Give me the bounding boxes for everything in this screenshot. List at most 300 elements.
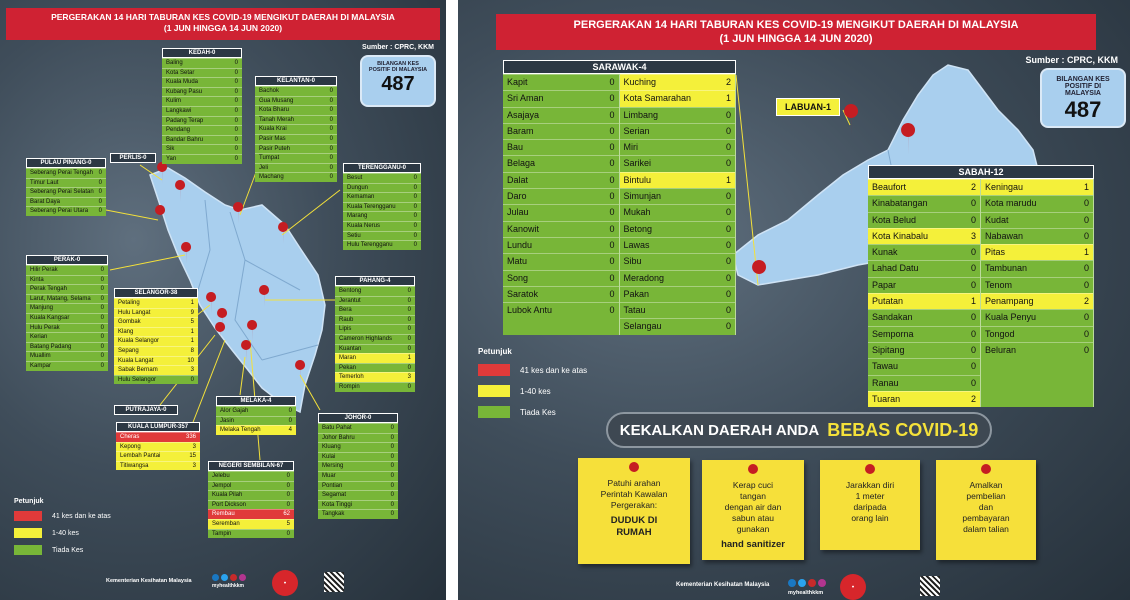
card-text: pembayaran	[962, 513, 1010, 524]
district-row	[255, 105, 337, 115]
district-row	[255, 124, 337, 134]
district-column	[981, 179, 1094, 407]
pin-labuan	[844, 104, 858, 136]
district-count: 0	[329, 88, 333, 94]
district-row	[318, 481, 398, 491]
district-count: 0	[407, 335, 411, 342]
district-name: Serian	[623, 125, 650, 136]
district-count: 0	[407, 326, 411, 333]
legend-label: 41 kes dan ke atas	[52, 512, 111, 520]
district-count: 0	[970, 214, 976, 225]
district-count: 0	[725, 239, 731, 250]
district-row	[335, 372, 415, 382]
district-row	[318, 509, 398, 519]
district-row	[868, 326, 980, 342]
district-count: 0	[970, 263, 976, 274]
card-text: Jarakkan diri	[845, 480, 895, 490]
district-row	[162, 154, 242, 164]
state-table	[116, 422, 200, 470]
district-row	[255, 86, 337, 96]
legend-item	[14, 511, 111, 521]
district-count: 0	[288, 408, 292, 414]
district-name: Kampar	[30, 362, 52, 369]
district-row	[26, 313, 108, 323]
district-name: Ranau	[872, 377, 899, 388]
district-row	[26, 342, 108, 352]
sabah-table	[868, 165, 1094, 407]
district-row	[26, 206, 106, 216]
district-row	[981, 326, 1093, 342]
district-row	[114, 365, 198, 375]
district-name: Batu Pahat	[322, 425, 352, 431]
district-name: Limbang	[623, 109, 659, 120]
left-qr-code[interactable]	[324, 572, 344, 592]
district-count: 2	[725, 77, 731, 87]
district-count: 0	[413, 203, 417, 210]
district-name: Bau	[507, 142, 524, 153]
district-row	[116, 451, 200, 461]
district-count: 0	[725, 256, 731, 267]
district-count: 0	[100, 305, 104, 312]
district-count: 5	[286, 520, 290, 527]
district-count: 0	[413, 222, 417, 229]
district-row	[318, 490, 398, 500]
district-row	[868, 228, 980, 244]
district-row	[208, 529, 294, 539]
state-header: PULAU PINANG-0	[26, 158, 106, 168]
state-header: SELANGOR-38	[114, 288, 198, 298]
district-count: 0	[1083, 279, 1089, 290]
district-count: 0	[234, 155, 238, 162]
district-name: Setiu	[347, 232, 361, 239]
district-count: 0	[390, 472, 394, 479]
district-count: 0	[609, 158, 615, 169]
card-text: dengan air dan	[724, 502, 782, 513]
district-row	[620, 318, 736, 334]
legend-label: Tiada Kes	[52, 546, 84, 554]
district-name: Hulu Langat	[118, 309, 151, 316]
district-row	[620, 155, 736, 171]
district-row	[981, 212, 1093, 228]
district-name: Lipis	[339, 326, 352, 333]
district-count: 2	[1083, 296, 1089, 307]
district-count: 0	[390, 434, 394, 441]
district-name: Sik	[166, 146, 175, 153]
district-row	[162, 77, 242, 87]
district-row	[503, 90, 619, 106]
district-name: Lembah Pantai	[120, 453, 161, 460]
district-row	[116, 461, 200, 471]
district-count: 2	[970, 393, 976, 404]
district-column	[620, 74, 737, 335]
state-header: PUTRAJAYA-0	[114, 405, 178, 415]
district-row	[503, 270, 619, 286]
district-row	[318, 433, 398, 443]
district-count: 0	[1083, 230, 1089, 241]
district-name: Hulu Selangor	[118, 376, 157, 383]
district-row	[620, 237, 736, 253]
pushpin-icon	[865, 464, 875, 474]
district-name: Barat Daya	[30, 198, 61, 205]
card-text: gunakan	[736, 524, 770, 535]
district-row	[255, 144, 337, 154]
district-row	[114, 327, 198, 337]
district-row	[255, 134, 337, 144]
legend-swatch	[14, 511, 42, 521]
twitter-icon[interactable]	[221, 574, 228, 581]
right-health-logo: ♥	[840, 574, 866, 600]
district-name: Selangau	[623, 321, 662, 332]
district-name: Kuala Selangor	[118, 338, 160, 345]
district-name: Mukah	[623, 207, 651, 218]
card-text: tangan	[740, 491, 766, 502]
district-name: Kuala Muda	[166, 79, 199, 86]
district-row	[981, 195, 1093, 211]
district-row	[343, 221, 421, 231]
district-count: 0	[407, 383, 411, 390]
district-row	[318, 471, 398, 481]
instagram-icon[interactable]	[818, 579, 826, 587]
district-name: Kulim	[166, 98, 182, 105]
twitter-icon[interactable]	[798, 579, 806, 587]
district-count: 0	[413, 242, 417, 249]
district-column	[503, 74, 620, 335]
district-count: 0	[390, 463, 394, 470]
district-name: Batang Padang	[30, 343, 72, 350]
district-name: Kota marudu	[985, 198, 1037, 209]
left-count-value: 487	[381, 73, 415, 95]
facebook-icon[interactable]	[212, 574, 219, 581]
right-social-icons	[788, 579, 826, 587]
youtube-icon[interactable]	[230, 574, 237, 581]
district-count: 0	[234, 69, 238, 76]
district-name: Dalat	[507, 174, 529, 185]
district-row	[503, 253, 619, 269]
district-row	[620, 253, 736, 269]
district-name: Kapit	[507, 77, 528, 87]
card-text: Pergerakan:	[610, 500, 658, 511]
district-name: Tumpat	[259, 155, 280, 162]
district-row	[868, 309, 980, 325]
left-social-icons	[212, 574, 246, 581]
state-table	[343, 163, 421, 250]
district-count: 1	[190, 328, 194, 335]
district-count: 0	[1083, 344, 1089, 355]
district-name: Kinabatangan	[872, 198, 928, 209]
district-name: Kuching	[623, 77, 657, 87]
district-row	[868, 375, 980, 391]
legend-item	[478, 364, 587, 376]
district-name: Tenom	[985, 279, 1013, 290]
district-row	[162, 96, 242, 106]
state-table	[110, 153, 156, 163]
district-row	[868, 212, 980, 228]
district-count: 0	[100, 353, 104, 360]
slogan-text: KEKALKAN DAERAH ANDA	[619, 421, 820, 439]
youtube-icon[interactable]	[808, 579, 816, 587]
district-count: 0	[286, 473, 290, 479]
district-name: Pakan	[623, 288, 650, 299]
labuan-label: LABUAN-1	[776, 98, 840, 116]
district-name: Jerantut	[339, 297, 361, 304]
card-emphasis: hand sanitizer	[721, 539, 785, 551]
district-name: Langkawi	[166, 107, 192, 114]
district-name: Pendang	[166, 127, 191, 134]
district-count: 0	[1083, 198, 1089, 209]
district-row	[503, 302, 619, 318]
district-count: 0	[234, 98, 238, 105]
district-count: 0	[390, 482, 394, 489]
district-count: 0	[970, 344, 976, 355]
district-count: 0	[100, 324, 104, 331]
district-count: 0	[413, 184, 417, 191]
district-name: Gombak	[118, 319, 141, 326]
district-count: 0	[407, 316, 411, 323]
district-row	[255, 163, 337, 173]
district-count: 0	[390, 453, 394, 460]
legend-item	[478, 385, 587, 397]
state-table	[255, 76, 337, 182]
district-count: 0	[390, 492, 394, 499]
pushpin-icon	[748, 464, 758, 474]
district-name: Jempol	[212, 482, 232, 489]
district-count: 0	[390, 444, 394, 451]
district-name: Mersing	[322, 463, 344, 470]
district-count: 0	[100, 334, 104, 341]
district-count: 0	[288, 417, 292, 424]
district-row	[255, 96, 337, 106]
district-name: Kuala Terengganu	[347, 203, 396, 210]
state-header: JOHOR-0	[318, 413, 398, 423]
district-count: 0	[970, 247, 976, 258]
card-text: 1 meter	[855, 491, 885, 502]
district-count: 3	[407, 374, 411, 381]
district-count: 10	[187, 357, 194, 364]
district-name: Baling	[166, 60, 183, 66]
district-row	[620, 139, 736, 155]
district-name: Kinta	[30, 276, 44, 283]
district-row	[335, 334, 415, 344]
district-row	[620, 286, 736, 302]
district-count: 15	[189, 453, 196, 460]
district-count: 0	[100, 295, 104, 302]
district-row	[162, 135, 242, 145]
district-row	[620, 74, 736, 90]
district-row	[620, 221, 736, 237]
district-count: 1	[1083, 182, 1089, 192]
district-name: Sibu	[623, 256, 642, 267]
district-count: 0	[390, 501, 394, 508]
district-row	[162, 144, 242, 154]
district-count: 0	[234, 60, 238, 66]
district-name: Kuala Krai	[259, 126, 287, 133]
district-row	[208, 509, 294, 519]
district-name: Melaka Tengah	[220, 427, 261, 434]
district-name: Dungun	[347, 184, 369, 191]
pushpin-icon	[629, 462, 639, 472]
district-name: Johor Bahru	[322, 434, 355, 441]
card-text: Amalkan	[969, 480, 1003, 490]
district-name: Kubang Pasu	[166, 88, 203, 95]
card-text: pembelian	[966, 491, 1006, 502]
district-row	[981, 309, 1093, 325]
district-count: 0	[609, 93, 615, 104]
district-row	[162, 125, 242, 135]
district-row	[868, 391, 980, 407]
left-title-line1: PERGERAKAN 14 HARI TABURAN KES COVID-19 MENGIKUT DAERAH DI MALAYSIA	[51, 12, 395, 22]
district-row	[343, 231, 421, 241]
district-row	[255, 115, 337, 125]
district-row	[255, 172, 337, 182]
legend-label: 41 kes dan ke atas	[520, 365, 588, 375]
instagram-icon[interactable]	[239, 574, 246, 581]
district-count: 0	[725, 288, 731, 299]
district-row	[503, 74, 619, 90]
district-count: 0	[100, 286, 104, 293]
district-name: Muallim	[30, 353, 51, 360]
card-text: Patuhi arahan	[607, 478, 661, 488]
district-count: 0	[609, 109, 615, 120]
district-row	[114, 375, 198, 385]
district-count: 0	[407, 364, 411, 371]
advice-card	[578, 458, 690, 564]
district-count: 0	[609, 142, 615, 153]
district-count: 0	[725, 321, 731, 332]
district-row	[981, 244, 1093, 260]
left-title-line2: (1 JUN HINGGA 14 JUN 2020)	[163, 23, 283, 34]
district-name: Perak Tengah	[30, 286, 67, 293]
district-name: Nabawan	[985, 230, 1024, 241]
sarawak-table	[503, 60, 736, 335]
district-count: 0	[970, 361, 976, 372]
district-row	[868, 277, 980, 293]
district-row	[26, 351, 108, 361]
district-name: Klang	[118, 328, 134, 335]
district-count: 0	[234, 146, 238, 153]
district-name: Lahad Datu	[872, 263, 919, 274]
district-name: Kuala Langat	[118, 357, 154, 364]
state-table	[216, 396, 296, 435]
district-count: 0	[1083, 214, 1089, 225]
district-row	[26, 197, 106, 207]
facebook-icon[interactable]	[788, 579, 796, 587]
district-count: 3	[192, 462, 196, 469]
legend-swatch	[14, 545, 42, 555]
district-name: Machang	[259, 174, 284, 181]
district-count: 0	[413, 194, 417, 201]
state-header: KELANTAN-0	[255, 76, 337, 86]
district-name: Besut	[347, 175, 363, 181]
district-name: Hulu Perak	[30, 324, 60, 331]
left-legend-title: Petunjuk	[14, 498, 44, 505]
district-row	[208, 500, 294, 510]
district-name: Simunjan	[623, 191, 662, 202]
district-count: 3	[970, 230, 976, 241]
district-row	[216, 406, 296, 416]
right-count-label: BILANGAN KES POSITIF DI MALAYSIA	[1056, 76, 1110, 97]
district-row	[503, 107, 619, 123]
district-row	[503, 237, 619, 253]
slogan-highlight: BEBAS COVID-19	[827, 419, 979, 440]
district-count: 0	[609, 174, 615, 185]
district-name: Kuantan	[339, 345, 362, 352]
left-health-logo: ♥	[272, 570, 298, 596]
district-count: 0	[725, 223, 731, 234]
district-name: Titiwangsa	[120, 462, 149, 469]
district-name: Raub	[339, 316, 354, 323]
district-row	[981, 179, 1093, 195]
state-header: KEDAH-0	[162, 48, 242, 58]
district-column	[868, 179, 981, 407]
district-row	[26, 303, 108, 313]
district-name: Yan	[166, 155, 177, 162]
state-table	[162, 48, 242, 164]
legend-label: Tiada Kes	[520, 407, 556, 417]
district-name: Kota Tinggi	[322, 501, 353, 508]
district-row	[981, 277, 1093, 293]
district-row	[981, 260, 1093, 276]
district-count: 0	[413, 232, 417, 239]
district-name: Kota Belud	[872, 214, 917, 225]
district-count: 0	[329, 135, 333, 142]
card-text: dan	[978, 502, 994, 513]
district-name: Betong	[623, 223, 653, 234]
district-row	[868, 358, 980, 374]
district-row	[26, 187, 106, 197]
district-name: Julau	[507, 207, 529, 218]
district-row	[981, 342, 1093, 358]
right-count-value: 487	[1064, 97, 1102, 122]
district-name: Tanah Merah	[259, 116, 295, 123]
legend-item	[14, 528, 111, 538]
district-name: Seberang Perai Utara	[30, 208, 89, 215]
district-name: Kota Samarahan	[623, 93, 692, 104]
district-count: 0	[970, 279, 976, 290]
district-row	[503, 286, 619, 302]
district-count: 1	[407, 355, 411, 362]
district-name: Meradong	[623, 272, 665, 283]
district-count: 0	[725, 142, 731, 153]
right-title-line2: (1 JUN HINGGA 14 JUN 2020)	[719, 33, 873, 46]
district-row	[503, 221, 619, 237]
district-row	[620, 302, 736, 318]
right-handle: myhealthkkm	[788, 590, 824, 596]
left-handle: myhealthkkm	[212, 583, 244, 589]
state-header: SABAH-12	[868, 165, 1094, 179]
right-qr-code[interactable]	[920, 576, 940, 596]
district-name: Sabak Bernam	[118, 367, 158, 374]
district-count: 8	[190, 347, 194, 354]
district-row	[335, 324, 415, 334]
district-count: 0	[609, 239, 615, 250]
district-count: 1	[1083, 247, 1089, 258]
district-row	[343, 173, 421, 183]
district-count: 0	[329, 155, 333, 162]
district-name: Kudat	[985, 214, 1009, 225]
district-count: 0	[609, 256, 615, 267]
district-count: 0	[725, 207, 731, 218]
district-name: Tawau	[872, 361, 899, 372]
district-row	[503, 204, 619, 220]
district-count: 0	[970, 312, 976, 323]
district-row	[26, 284, 108, 294]
district-count: 0	[1083, 312, 1089, 323]
district-row	[114, 317, 198, 327]
district-row	[208, 490, 294, 500]
district-count: 0	[970, 328, 976, 339]
district-name: Kemaman	[347, 194, 375, 201]
district-name: Song	[507, 272, 529, 283]
